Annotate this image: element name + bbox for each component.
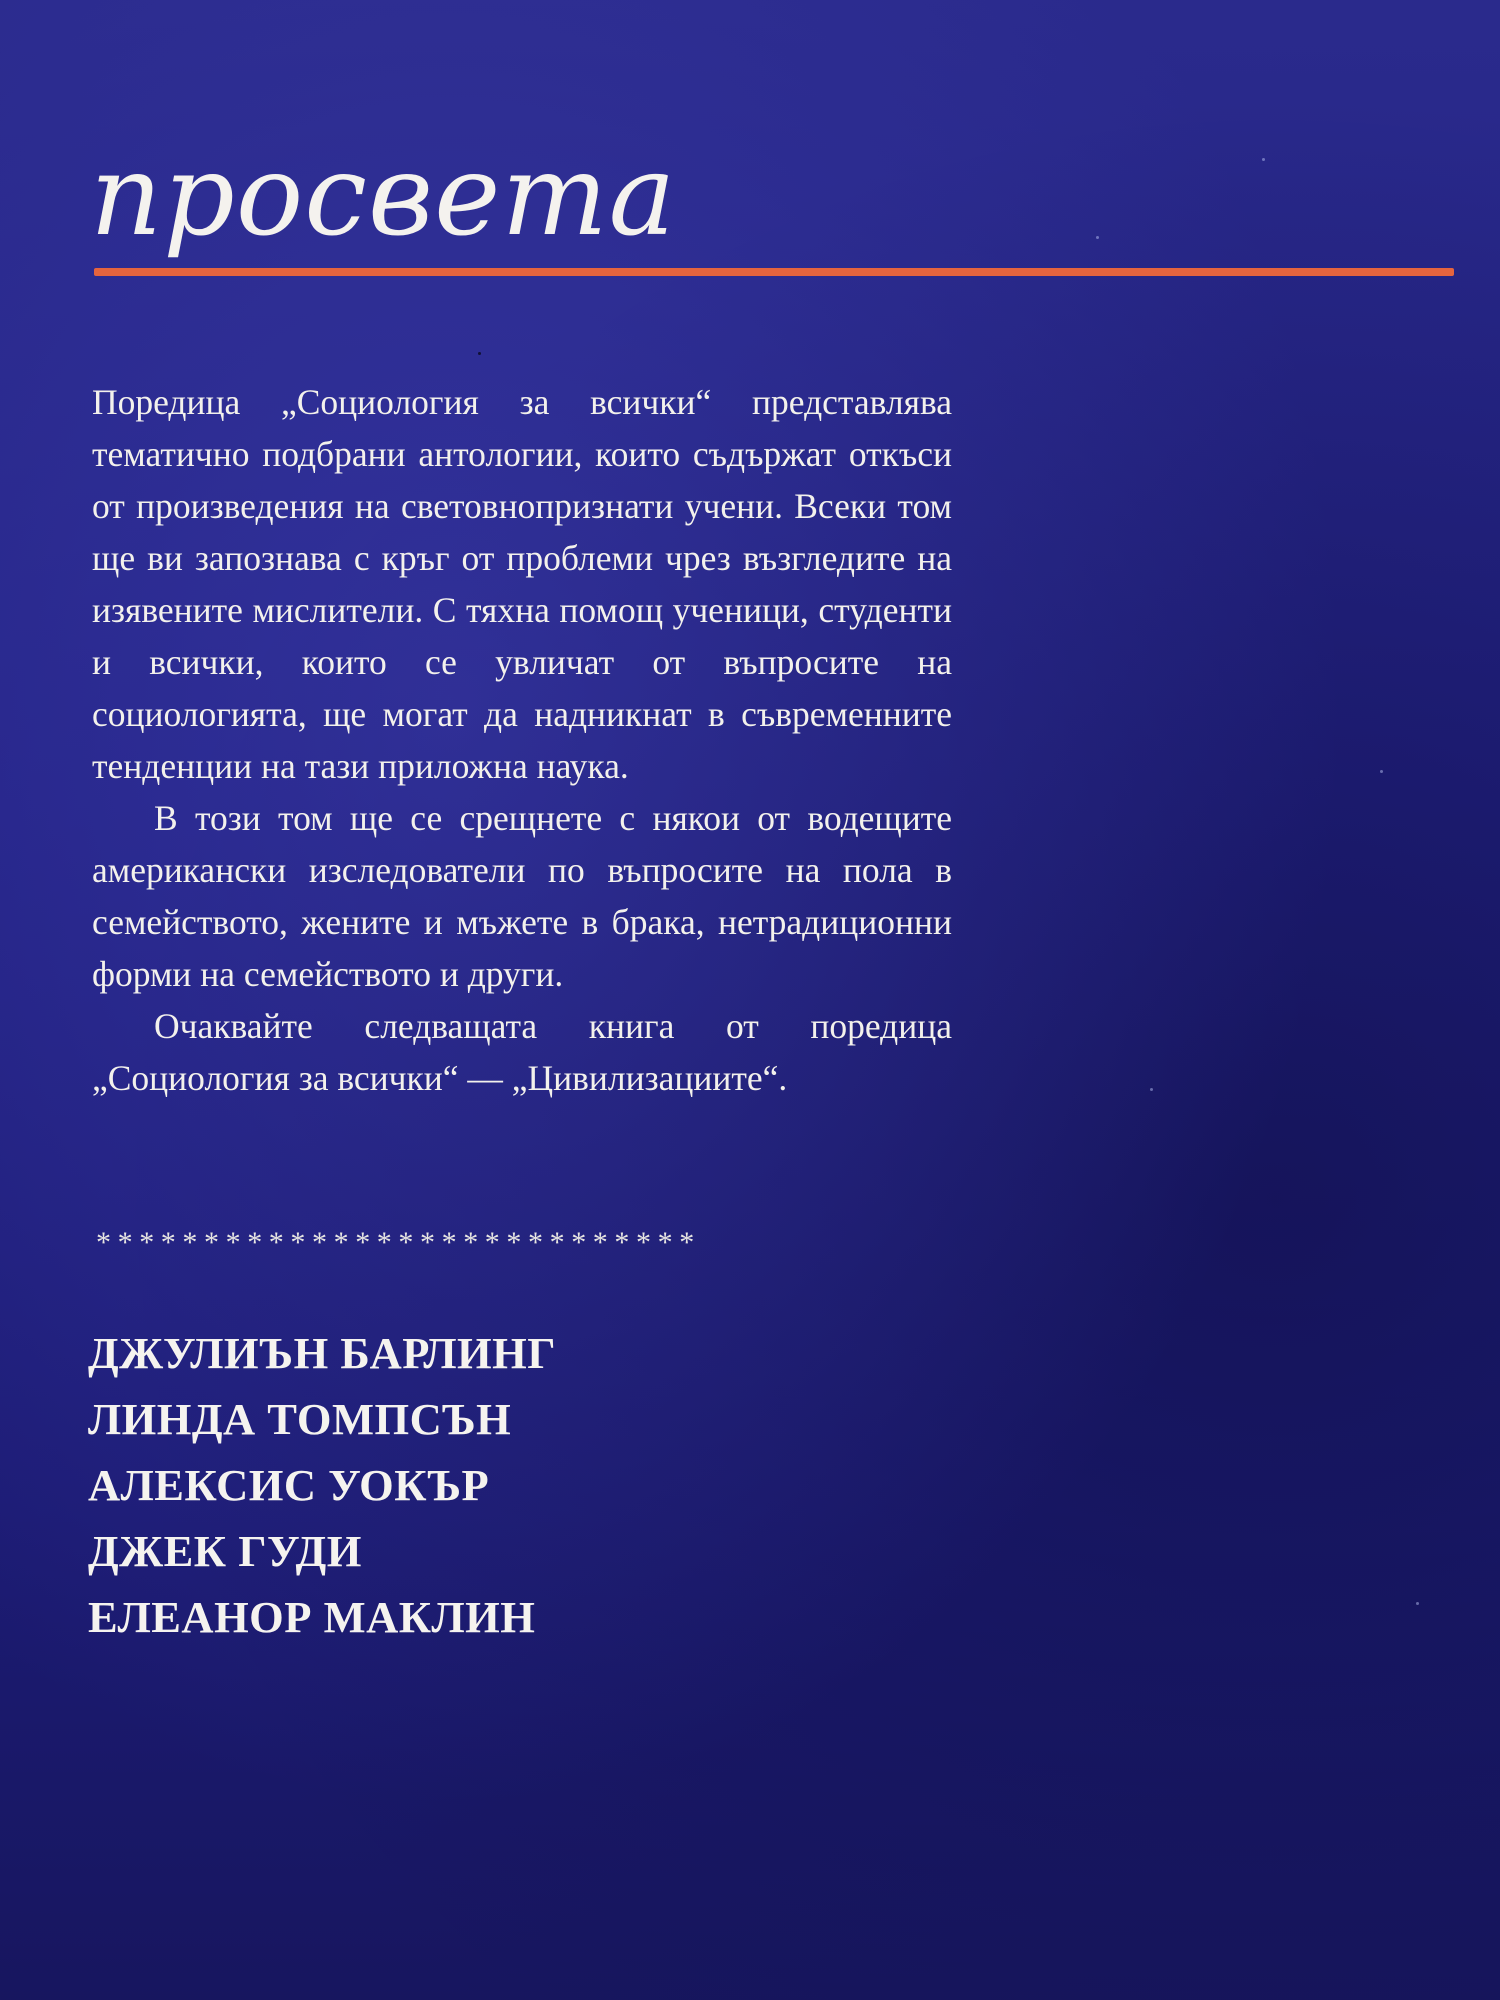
publisher-logo: просвета — [90, 131, 677, 261]
print-speck — [1150, 1088, 1153, 1091]
author-name: ЕЛЕАНОР МАКЛИН — [88, 1592, 536, 1642]
author-name: ЛИНДА ТОМПСЪН — [88, 1394, 512, 1444]
author-name: АЛЕКСИС УОКЪР — [88, 1460, 490, 1510]
series-description — [92, 376, 952, 1104]
author-list — [88, 1320, 888, 1650]
asterisk-divider: **************************** — [96, 1226, 701, 1259]
print-speck — [1262, 158, 1265, 161]
print-speck — [478, 352, 481, 355]
author-name: ДЖУЛИЪН БАРЛИНГ — [88, 1328, 557, 1378]
print-speck — [1380, 770, 1383, 773]
accent-rule — [94, 268, 1454, 276]
blurb-paragraph-volume: В този том ще се срещнете с някои от водещите американски изследователи по въпросите на пола в семейството, жените и мъжете в брака, нетрадиционни форми на семейството и други. — [92, 798, 952, 994]
author-name: ДЖЕК ГУДИ — [88, 1526, 362, 1576]
print-speck — [1416, 1602, 1419, 1605]
print-speck — [1096, 236, 1099, 239]
blurb-paragraph-next-book: Очаквайте следващата книга от поредица „Социология за всички“ — „Цивилизациите“. — [92, 1006, 952, 1098]
blurb-paragraph-series: Поредица „Социология за всички“ представлява тематично подбрани антологии, които съдържат откъси от произведения на световнопризнати учени. Всеки том ще ви запознава с кръг от проблеми чрез възгледите на изявените мислители. С тяхна помощ ученици, студенти и всички, които се увличат от въпросите на социологията, ще могат да надникнат в съвременните тенденции на тази приложна наука. — [92, 382, 952, 786]
